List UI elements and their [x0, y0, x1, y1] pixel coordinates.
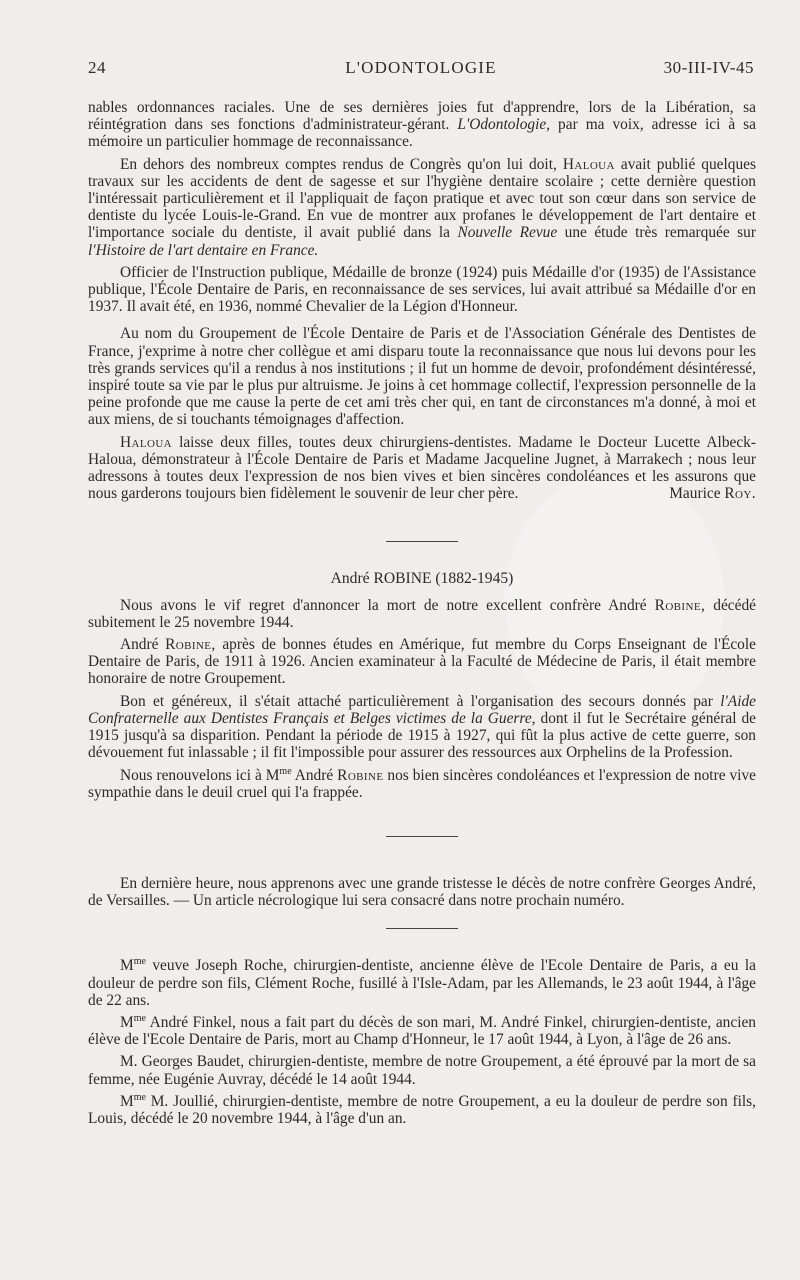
text: Bon et généreux, il s'était attaché particulièrement à l'organisation des secours donnés par — [120, 692, 713, 710]
robine-paragraph-1 — [88, 597, 756, 631]
robine-paragraph-4 — [88, 767, 756, 801]
text: laisse deux filles, toutes deux chirurgiens-dentistes. Madame le Docteur Lucette Albeck-Haloua, démonstrateur à l'École Dentaire de Paris et Madame Jacqueline Jugnet, à Marrakech ; nous leur adressons à toutes deux l'expression de nos bien vives et bien sincères condoléances et les assurons que nous garderons toujours bien fidèlement le souvenir de leur cher père. — [88, 433, 756, 503]
book-title: l'Histoire de l'art dentaire en France. — [88, 241, 319, 259]
text: Nous renouvelons ici à M — [120, 766, 280, 784]
page-number: 24 — [88, 58, 106, 77]
haloua-paragraph-2 — [88, 156, 756, 259]
haloua-paragraph-4: Au nom du Groupement de l'École Dentaire de Paris et de l'Association Générale des Dentistes de France, j'exprime à notre cher collègue et ami disparu toute la reconnaissance que nous lui devons pour les très grands services qu'il a rendus à nos institutions ; il fut un homme de devoir, profondément désintéressé, inspiré toute sa vie par le plus pur altruisme. Je joins à cet hommage collectif, l'expression personnelle de la peine profonde que me cause la perte de cet ami très cher qui, en tant de circonstances m'a donné, à moi et aux miens, de si touchants témoignages d'affection. — [88, 325, 756, 429]
robine-paragraph-3 — [88, 693, 756, 762]
notice-finkel — [88, 1014, 756, 1048]
text: dont il fut le Secrétaire général de 1915 jusqu'à sa disparition. Pendant la période de 1915 à 1927, qui fût la plus active de cette guerre, son dévouement fut inlassable ; il fit l'impossible pour assurer des ressources aux Orphelins de la Profession. — [88, 709, 756, 762]
signature — [637, 485, 756, 502]
haloua-paragraph-1 — [88, 99, 756, 151]
text: avait publié quelques travaux sur les accidents de dent de sagesse et sur l'hygiène dentaire scolaire ; cette dernière question l'intéressait particulièrement et il l'appliquait de façon pratique et avec tout son cœur dans son service de dentiste du lycée Louis-le-Grand. En vue de montrer aux profanes le développement de l'art dentaire et l'importance sociale du dentiste, il avait publié dans la — [88, 155, 756, 242]
superscript: me — [133, 1091, 146, 1103]
text: une étude très remarquée sur — [564, 224, 756, 242]
text: M — [120, 1013, 134, 1031]
running-header — [88, 58, 754, 80]
text: nables ordonnances raciales. Une de ses dernières joies fut d'apprendre, lors de la Libération, sa réintégration dans ses fonctions d'administrateur-gérant. — [88, 99, 756, 134]
text: veuve Joseph Roche, chirurgien-dentiste, ancienne élève de l'Ecole Dentaire de Paris, a eu la douleur de perdre son fils, Clément Roche, fusillé à l'Isle-Adam, par les Allemands, le 23 août 1944, à l'âge de 22 ans. — [88, 957, 756, 1009]
person-name: Haloua — [120, 433, 173, 451]
text: décédé subitement le 25 novembre 1944. — [88, 596, 756, 631]
text: M. Joullié, chirurgien-dentiste, membre de notre Groupement, a eu la douleur de perdre son fils, Louis, décédé le 20 novembre 1944, à l'âge d'un an. — [88, 1092, 756, 1127]
issue-date: 30-III-IV-45 — [663, 58, 754, 77]
person-name: Haloua — [562, 155, 615, 173]
haloua-paragraph-3: Officier de l'Instruction publique, Médaille de bronze (1924) puis Médaille d'or (1935) de l'Assistance publique, l'École Dentaire de Paris, en reconnaissance de ses services, lui avait attribué sa Médaille d'or en 1937. Il avait été, en 1936, nommé Chevalier de la Légion d'Honneur. — [88, 263, 756, 316]
text: par ma voix, adresse ici à sa mémoire un particulier hommage de reconnaissance. — [88, 116, 756, 151]
andre-notice: En dernière heure, nous apprenons avec une grande tristesse le décès de notre confrère Georges André, de Versailles. — Un article nécrologique lui sera consacré dans notre prochain numéro. — [88, 874, 756, 910]
person-name: Robine, — [654, 596, 706, 614]
person-name: Robine — [337, 766, 384, 784]
robine-paragraph-2 — [88, 636, 756, 688]
text: André — [294, 766, 334, 784]
revue-name: Nouvelle Revue — [457, 224, 558, 242]
text: M — [120, 957, 134, 975]
robine-title: André ROBINE (1882-1945) — [330, 570, 514, 588]
superscript: me — [279, 765, 292, 777]
article-body — [88, 99, 756, 1132]
person-name: Robine, — [165, 636, 216, 654]
journal-name: L'Odontologie, — [457, 116, 551, 134]
superscript: me — [133, 1012, 146, 1024]
signature-last: Roy. — [724, 485, 756, 503]
signature-first: Maurice — [669, 485, 721, 503]
text: Nous avons le vif regret d'annoncer la mort de notre excellent confrère André — [120, 596, 647, 614]
notice-joullie — [88, 1093, 756, 1127]
notice-roche — [88, 957, 756, 1009]
text: En dehors des nombreux comptes rendus de Congrès qu'on lui doit, — [120, 155, 557, 173]
organization-name: l'Aide Confraternelle aux Dentistes Français et Belges victimes de la Guerre, — [88, 692, 756, 727]
haloua-paragraph-5 — [88, 434, 756, 503]
text: après de bonnes études en Amérique, fut membre du Corps Enseignant de l'École Dentaire de Paris, de 1911 à 1926. Ancien examinateur à la Faculté de Médecine de Paris, il était membre honoraire de notre Groupement. — [88, 636, 756, 688]
text: nos bien sincères condoléances et l'expression de notre vive sympathie dans le deuil cruel qui l'a frappée. — [88, 766, 756, 801]
journal-title: L'ODONTOLOGIE — [345, 58, 497, 77]
text: André Finkel, nous a fait part du décès de son mari, M. André Finkel, chirurgien-dentiste, ancien élève de l'Ecole Dentaire de Paris, mort au Champ d'Honneur, le 17 août 1944, à Lyon, à l'âge de 26 ans. — [88, 1013, 757, 1049]
text: M — [120, 1092, 134, 1110]
notice-baudet: M. Georges Baudet, chirurgien-dentiste, membre de notre Groupement, a été éprouvé par la mort de sa femme, née Eugénie Auvray, décédé le 14 août 1944. — [88, 1053, 756, 1088]
text: André — [120, 636, 159, 654]
superscript: me — [133, 956, 146, 968]
